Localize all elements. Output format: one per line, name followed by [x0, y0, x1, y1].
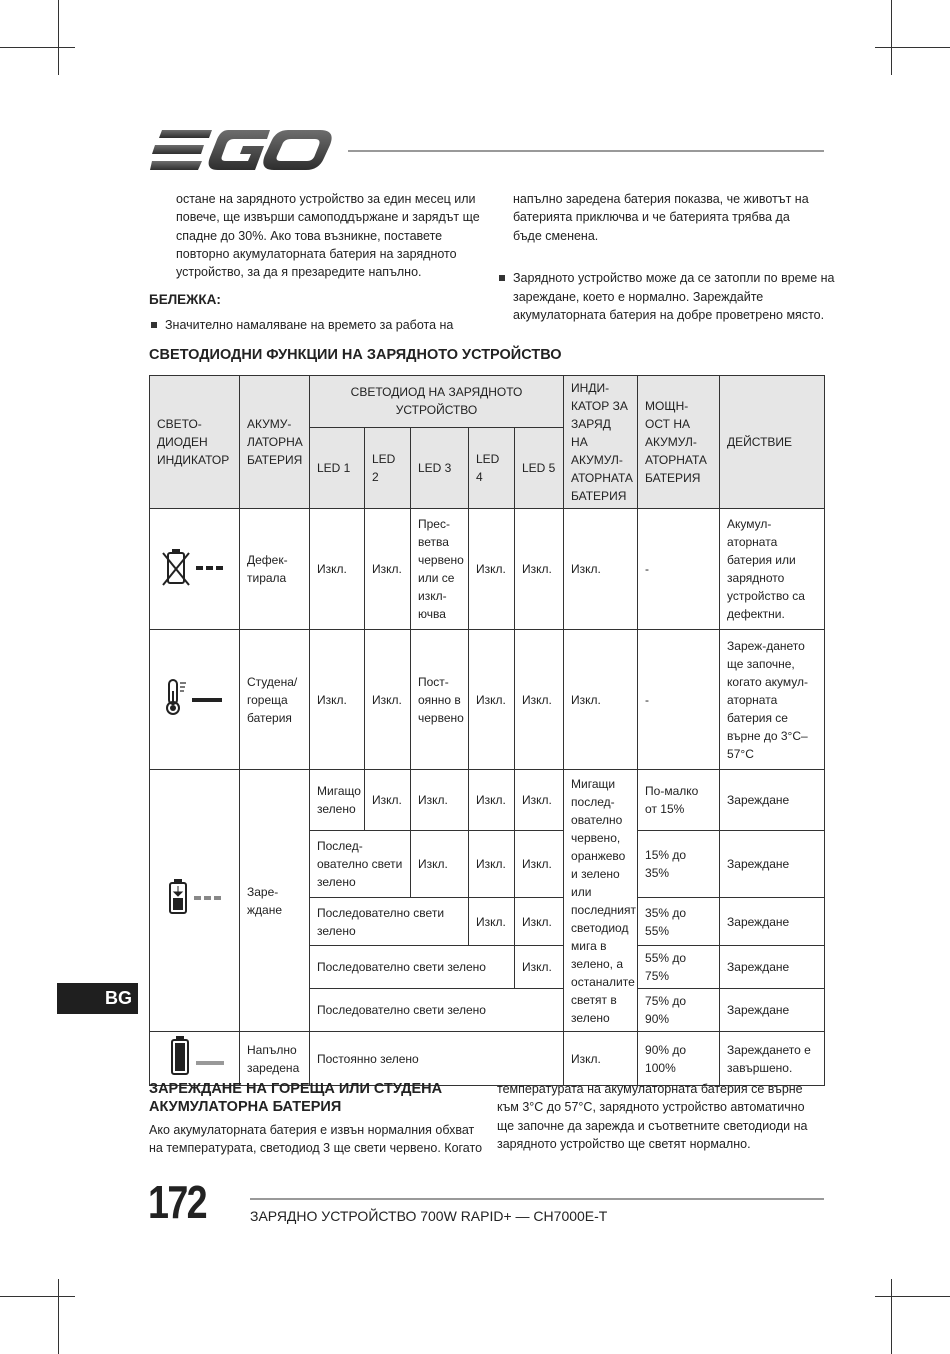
cell-led5: Изкл. — [515, 831, 564, 898]
cell-led5: Изкл. — [515, 770, 564, 831]
cell-action: Зареждане — [720, 831, 825, 898]
cell-indicator: Мигащи послед-ователно червено, оранжево и зелено или последният светодиод мига в зелено, а останалите светят в зелено — [564, 770, 638, 1032]
crop-mark — [0, 47, 75, 48]
cell-action: Зареждане — [720, 946, 825, 989]
table-row — [150, 1032, 825, 1086]
cell-led2: Изкл. — [365, 630, 411, 770]
page-number: 172 — [148, 1176, 207, 1228]
note-bullet: Значително намаляване на времето за работа на — [149, 316, 495, 334]
thermometer-icon — [150, 630, 240, 770]
table-row — [150, 770, 825, 831]
cell-battery: Дефек-тирала — [240, 509, 310, 630]
crop-mark — [891, 1279, 892, 1354]
header-led5: LED 5 — [515, 427, 564, 508]
cell-indicator: Изкл. — [564, 509, 638, 630]
crop-mark — [58, 1279, 59, 1354]
language-tab: BG — [57, 983, 138, 1014]
cell-action: Зареждането е завършено. — [720, 1032, 825, 1086]
header-action: ДЕЙСТВИЕ — [720, 376, 825, 509]
cell-led3: Изкл. — [411, 831, 469, 898]
cell-indicator: Изкл. — [564, 630, 638, 770]
cell-led4: Изкл. — [469, 770, 515, 831]
header-led-indicator: СВЕТО-ДИОДЕН ИНДИКАТОР — [150, 376, 240, 509]
header-charge-indicator: ИНДИ-КАТОР ЗА ЗАРЯД НА АКУМУЛ-АТОРНАТА БАТЕРИЯ — [564, 376, 638, 509]
cell-power: 15% до 35% — [638, 831, 720, 898]
cell-led4: Изкл. — [469, 509, 515, 630]
ego-logo — [150, 130, 332, 172]
header-led1: LED 1 — [310, 427, 365, 508]
cell-power: 35% до 55% — [638, 898, 720, 946]
cell-power: 90% до 100% — [638, 1032, 720, 1086]
cell-power: 75% до 90% — [638, 989, 720, 1032]
cell-power: - — [638, 630, 720, 770]
battery-full-icon — [150, 1032, 240, 1086]
cell-led4: Изкл. — [469, 630, 515, 770]
cell-led4: Изкл. — [469, 831, 515, 898]
crop-mark — [875, 1296, 950, 1297]
cell-led1234: Последователно свети зелено — [310, 946, 515, 989]
heat-bullet: Зарядното устройство може да се затопли по време на зареждане, което е нормално. Зареждайте акумулаторната батерия на добре проветрено място. — [497, 269, 838, 324]
header-battery: АКУМУ-ЛАТОРНА БАТЕРИЯ — [240, 376, 310, 509]
table-row — [150, 509, 825, 630]
cell-battery: Напълно заредена — [240, 1032, 310, 1086]
header-rule — [348, 150, 824, 152]
cell-action: Акумул-аторната батерия или зарядното устройство са дефектни. — [720, 509, 825, 630]
cell-led1: Мигащо зелено — [310, 770, 365, 831]
cell-power: По-малко от 15% — [638, 770, 720, 831]
crop-mark — [0, 1296, 75, 1297]
battery-charging-icon — [150, 770, 240, 1032]
intro-paragraph-right: напълно заредена батерия показва, че животът на батерията приключва и че батерията трябва да бъде сменена. — [513, 192, 809, 243]
cell-led5: Изкл. — [515, 509, 564, 630]
header-power: МОЩН-ОСТ НА АКУМУЛ-АТОРНАТА БАТЕРИЯ — [638, 376, 720, 509]
cell-power: 55% до 75% — [638, 946, 720, 989]
cell-led3: Пост-оянно в червено — [411, 630, 469, 770]
cell-battery: Заре-ждане — [240, 770, 310, 1032]
header-led4: LED 4 — [469, 427, 515, 508]
cell-action: Зареждане — [720, 770, 825, 831]
cell-led3: Прес-ветва червено или се изкл-ючва — [411, 509, 469, 630]
cell-led2: Изкл. — [365, 770, 411, 831]
cell-battery: Студена/ гореща батерия — [240, 630, 310, 770]
cell-led4: Изкл. — [469, 898, 515, 946]
hot-cold-paragraph-right: температурата на акумулаторната батерия се върне към 3°C до 57°C, зарядното устройство автоматично ще започне да зарежда и съответните светодиоди на зарядното устройство ще светят нормално. — [497, 1082, 808, 1151]
crop-mark — [875, 47, 950, 48]
cell-led5: Изкл. — [515, 630, 564, 770]
battery-crossed-icon — [150, 509, 240, 630]
cell-power: - — [638, 509, 720, 630]
intro-paragraph-left: остане на зарядното устройство за един месец или повече, ще извърши самоподдържане и зарядът ще спадне до 30%. Ако това възникне, поставете повторно акумулаторната батерия на зарядното устройство, за да я презаредите напълно. — [176, 192, 480, 280]
footer-title: ЗАРЯДНО УСТРОЙСТВО 700W RAPID+ — CH7000E-T — [250, 1208, 608, 1224]
table-row — [150, 630, 825, 770]
cell-action: Зареж-дането ще започне, когато акумул-аторната батерия се върне до 3°C–57°C — [720, 630, 825, 770]
cell-indicator: Изкл. — [564, 1032, 638, 1086]
header-led3: LED 3 — [411, 427, 469, 508]
cell-led1: Изкл. — [310, 509, 365, 630]
cell-leds: Постоянно зелено — [310, 1032, 564, 1086]
cell-led-all: Последователно свети зелено — [310, 989, 564, 1032]
cell-led12: Послед-ователно свети зелено — [310, 831, 411, 898]
cell-led5: Изкл. — [515, 898, 564, 946]
section-title: СВЕТОДИОДНИ ФУНКЦИИ НА ЗАРЯДНОТО УСТРОЙСТВО — [149, 347, 562, 363]
cell-action: Зареждане — [720, 989, 825, 1032]
crop-mark — [891, 0, 892, 75]
cell-led3: Изкл. — [411, 770, 469, 831]
note-heading: БЕЛЕЖКА: — [149, 292, 221, 307]
cell-led1: Изкл. — [310, 630, 365, 770]
hot-cold-heading: ЗАРЕЖДАНЕ НА ГОРЕЩА ИЛИ СТУДЕНА АКУМУЛАТОРНА БАТЕРИЯ — [149, 1081, 443, 1115]
header-charger-led: СВЕТОДИОД НА ЗАРЯДНОТО УСТРОЙСТВО — [310, 376, 564, 428]
cell-led5: Изкл. — [515, 946, 564, 989]
cell-led123: Последователно свети зелено — [310, 898, 469, 946]
cell-action: Зареждане — [720, 898, 825, 946]
footer-rule — [250, 1198, 824, 1200]
led-function-table — [149, 375, 825, 1086]
header-led2: LED 2 — [365, 427, 411, 508]
crop-mark — [58, 0, 59, 75]
cell-led2: Изкл. — [365, 509, 411, 630]
hot-cold-paragraph-left: Ако акумулаторната батерия е извън нормалния обхват на температурата, светодиод 3 ще свети червено. Когато — [149, 1123, 483, 1156]
